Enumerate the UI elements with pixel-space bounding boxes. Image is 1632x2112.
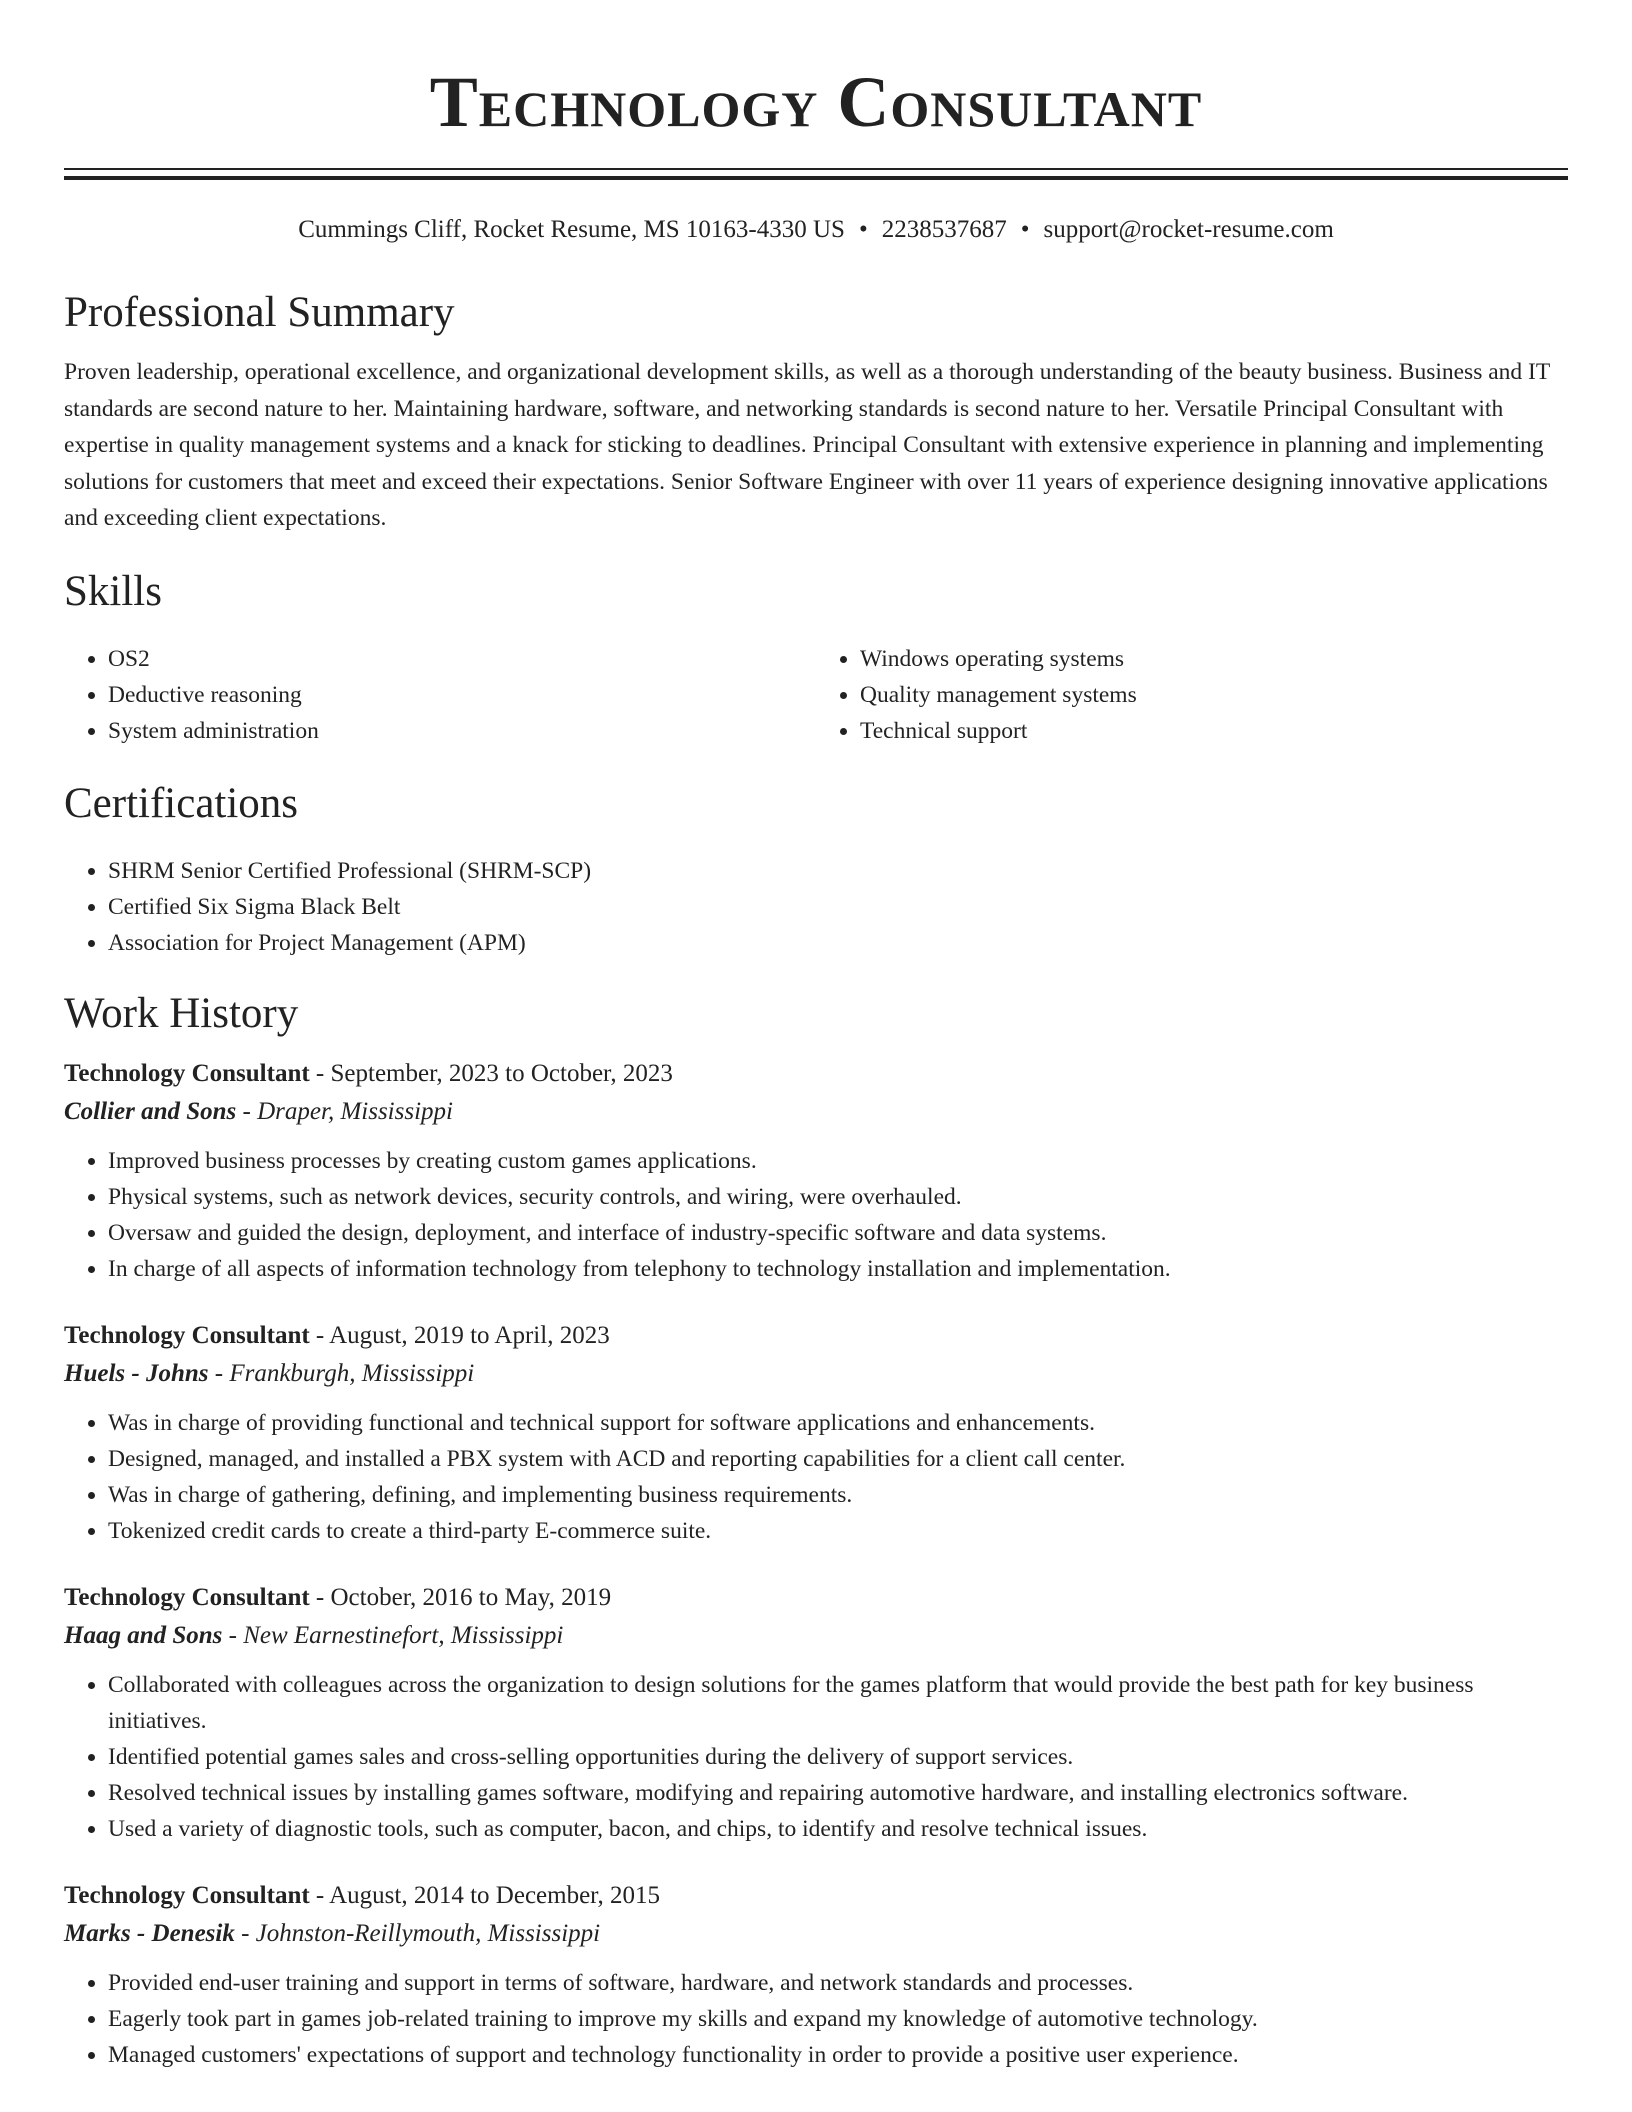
job-title-line bbox=[64, 1055, 1568, 1093]
certification-item: • Association for Project Management (APM) bbox=[108, 925, 1568, 961]
page-title: Technology Consultant bbox=[429, 62, 1203, 142]
skill-item: • System administration bbox=[108, 713, 816, 749]
job-bullet: • Collaborated with colleagues across the organization to design solutions for the games platform that would provide the best path for key business initiatives. bbox=[108, 1667, 1568, 1739]
section-heading-work-history: Work History bbox=[64, 989, 299, 1037]
certification-item: • SHRM Senior Certified Professional (SHRM-SCP) bbox=[108, 853, 1568, 889]
skills-list-left bbox=[64, 641, 816, 749]
job-bullet: • Used a variety of diagnostic tools, such as computer, bacon, and chips, to identify and resolve technical issues. bbox=[108, 1811, 1568, 1847]
job-bullet: • Was in charge of gathering, defining, and implementing business requirements. bbox=[108, 1477, 1568, 1513]
job-separator: - bbox=[309, 1583, 331, 1611]
job-bullets bbox=[64, 1405, 1568, 1549]
job-company-line bbox=[64, 1355, 1568, 1393]
job-bullet: • Designed, managed, and installed a PBX system with ACD and reporting capabilities for a client call center. bbox=[108, 1441, 1568, 1477]
job-company: Collier and Sons bbox=[64, 1097, 237, 1125]
job-location: Johnston-Reillymouth, Mississippi bbox=[255, 1919, 601, 1947]
job-dates: October, 2016 to May, 2019 bbox=[330, 1583, 612, 1611]
header-divider-thick bbox=[64, 176, 1568, 180]
job-title: Technology Consultant bbox=[64, 1321, 310, 1349]
job-entry bbox=[64, 1055, 1568, 1287]
job-company: Haag and Sons bbox=[64, 1621, 223, 1649]
job-location: New Earnestinefort, Mississippi bbox=[243, 1621, 564, 1649]
job-title: Technology Consultant bbox=[64, 1059, 310, 1087]
job-separator: - bbox=[236, 1097, 258, 1125]
contact-email: support@rocket-resume.com bbox=[1043, 216, 1334, 243]
job-separator: - bbox=[234, 1919, 256, 1947]
skills-columns bbox=[64, 641, 1568, 749]
job-company-line bbox=[64, 1093, 1568, 1131]
job-bullet: • Improved business processes by creating custom games applications. bbox=[108, 1143, 1568, 1179]
certification-item: • Certified Six Sigma Black Belt bbox=[108, 889, 1568, 925]
job-entry bbox=[64, 1317, 1568, 1549]
skill-item: • Quality management systems bbox=[860, 677, 1568, 713]
job-separator: - bbox=[309, 1881, 330, 1909]
job-title: Technology Consultant bbox=[64, 1583, 310, 1611]
job-separator: - bbox=[208, 1359, 230, 1387]
job-title-line bbox=[64, 1877, 1568, 1915]
job-location: Draper, Mississippi bbox=[257, 1097, 453, 1125]
contact-separator: • bbox=[858, 216, 868, 243]
job-bullet: • In charge of all aspects of information technology from telephony to technology installation and implementation. bbox=[108, 1251, 1568, 1287]
job-location: Frankburgh, Mississippi bbox=[229, 1359, 475, 1387]
job-bullet: • Oversaw and guided the design, deployment, and interface of industry-specific software and data systems. bbox=[108, 1215, 1568, 1251]
job-dates: September, 2023 to October, 2023 bbox=[330, 1059, 673, 1087]
job-bullet: • Managed customers' expectations of support and technology functionality in order to provide a positive user experience. bbox=[108, 2037, 1568, 2073]
job-dates: August, 2014 to December, 2015 bbox=[329, 1881, 661, 1909]
job-separator: - bbox=[309, 1059, 331, 1087]
header-divider-thin bbox=[64, 168, 1568, 170]
section-heading-certifications: Certifications bbox=[64, 779, 299, 827]
job-company-line bbox=[64, 1617, 1568, 1655]
skills-list-right bbox=[816, 641, 1568, 749]
job-bullet: • Was in charge of providing functional and technical support for software applications and enhancements. bbox=[108, 1405, 1568, 1441]
job-bullet: • Provided end-user training and support in terms of software, hardware, and network standards and processes. bbox=[108, 1965, 1568, 2001]
section-heading-summary: Professional Summary bbox=[64, 289, 455, 336]
job-company: Marks - Denesik bbox=[64, 1919, 235, 1947]
job-title: Technology Consultant bbox=[64, 1881, 310, 1909]
skill-item: • Windows operating systems bbox=[860, 641, 1568, 677]
job-bullets bbox=[64, 1667, 1568, 1847]
job-company: Huels - Johns bbox=[64, 1359, 209, 1387]
job-dates: August, 2019 to April, 2023 bbox=[329, 1321, 610, 1349]
skill-item: • OS2 bbox=[108, 641, 816, 677]
contact-line bbox=[64, 214, 1568, 246]
section-heading-skills: Skills bbox=[64, 567, 162, 615]
job-entry bbox=[64, 1877, 1568, 2073]
job-bullet: • Eagerly took part in games job-related training to improve my skills and expand my knowledge of automotive technology. bbox=[108, 2001, 1568, 2037]
job-bullets bbox=[64, 1965, 1568, 2073]
job-company-line bbox=[64, 1915, 1568, 1953]
job-bullet: • Identified potential games sales and cross-selling opportunities during the delivery of support services. bbox=[108, 1739, 1568, 1775]
contact-phone: 2238537687 bbox=[881, 216, 1007, 243]
skill-item: • Deductive reasoning bbox=[108, 677, 816, 713]
job-separator: - bbox=[309, 1321, 330, 1349]
contact-address: Cummings Cliff, Rocket Resume, MS 10163-4330 US bbox=[298, 216, 845, 243]
skill-item: • Technical support bbox=[860, 713, 1568, 749]
job-bullet: • Tokenized credit cards to create a third-party E-commerce suite. bbox=[108, 1513, 1568, 1549]
job-bullet: • Physical systems, such as network devices, security controls, and wiring, were overhauled. bbox=[108, 1179, 1568, 1215]
job-bullets bbox=[64, 1143, 1568, 1287]
summary-text: Proven leadership, operational excellence, and organizational development skills, as well as a thorough understanding of the beauty business. Business and IT standards are second nature to her. Maintaining hardware, software, and networking standards is second nature to her. Versatile Principal Consultant with expertise in quality management systems and a knack for sticking to deadlines. Principal Consultant with extensive experience in planning and implementing solutions for customers that meet and exceed their expectations. Senior Software Engineer with over 11 years of experience designing innovative applications and exceeding client expectations. bbox=[64, 359, 1550, 531]
job-title-line bbox=[64, 1317, 1568, 1355]
job-title-line bbox=[64, 1579, 1568, 1617]
contact-separator: • bbox=[1020, 216, 1030, 243]
certifications-list bbox=[64, 853, 1568, 961]
job-bullet: • Resolved technical issues by installing games software, modifying and repairing automotive hardware, and installing electronics software. bbox=[108, 1775, 1568, 1811]
job-entry bbox=[64, 1579, 1568, 1847]
job-separator: - bbox=[222, 1621, 244, 1649]
